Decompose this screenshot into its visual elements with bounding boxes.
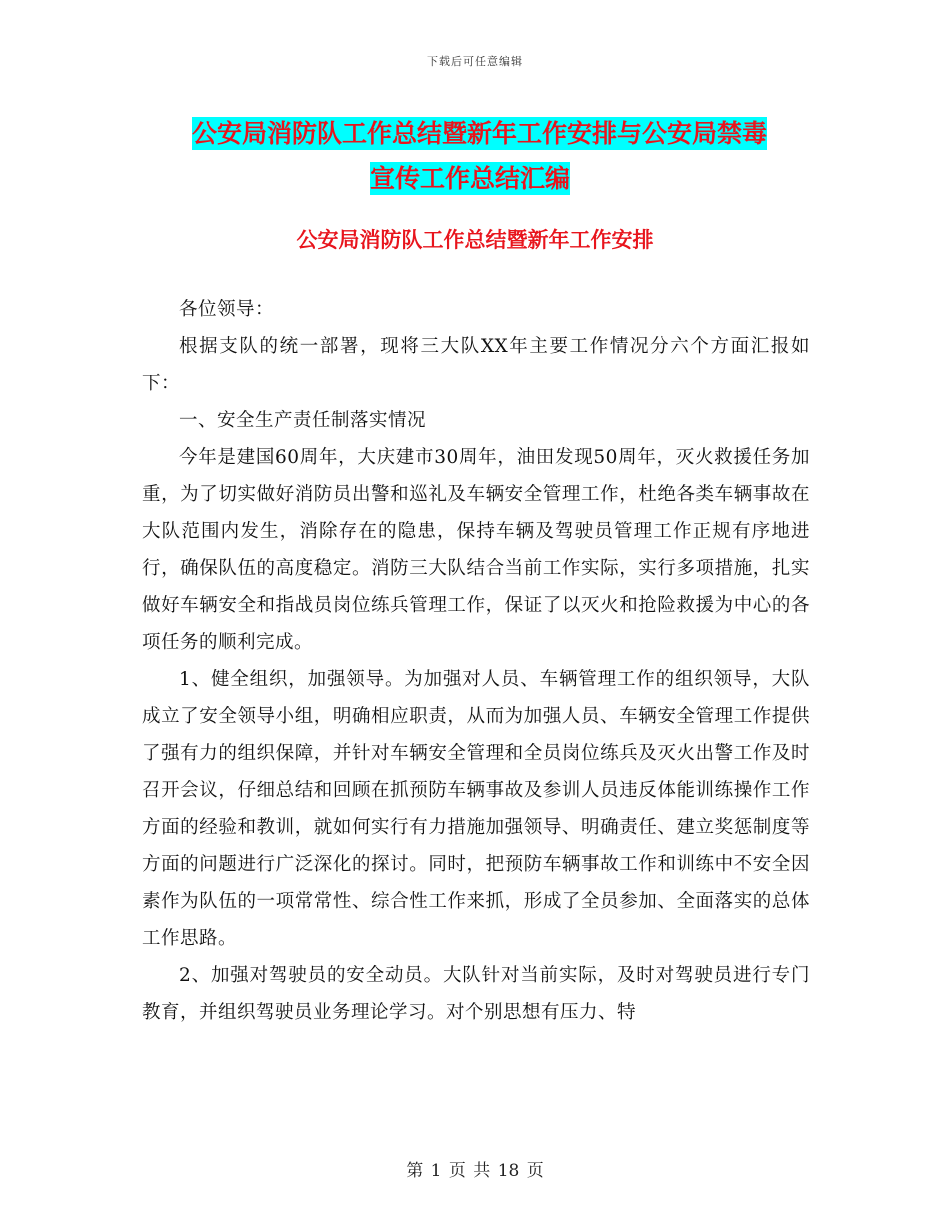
- paragraph-item-2: 2、加强对驾驶员的安全动员。大队针对当前实际，及时对驾驶员进行专门教育，并组织驾驶员业务理论学习。对个别思想有压力、特: [142, 965, 810, 1023]
- paragraph-heading-1: 一、安全生产责任制落实情况: [179, 410, 427, 431]
- document-title: [192, 111, 812, 201]
- paragraph-overview: 今年是建国60周年，大庆建市30周年，油田发现50周年，灭火救援任务加重，为了切实做好消防员出警和巡礼及车辆安全管理工作，杜绝各类车辆事故在大队范围内发生，消除存在的隐患，保持车辆及驾驶员管理工作正规有序地进行，确保队伍的高度稳定。消防三大队结合当前工作实际，实行多项措施，扎实做好车辆安全和指战员岗位练兵管理工作，保证了以灭火和抢险救援为中心的各项任务的顺利完成。: [142, 447, 810, 653]
- page-footer: 第 1 页 共 18 页: [406, 1161, 544, 1181]
- document-title-line-1: 公安局消防队工作总结暨新年工作安排与公安局禁毒: [192, 119, 768, 148]
- section-title: 公安局消防队工作总结暨新年工作安排: [296, 228, 654, 252]
- body-text: [142, 291, 810, 1031]
- header-note: 下载后可任意编辑: [427, 55, 523, 68]
- paragraph-item-1: 1、健全组织，加强领导。为加强对人员、车辆管理工作的组织领导，大队成立了安全领导小组，明确相应职责，从而为加强人员、车辆安全管理工作提供了强有力的组织保障，并针对车辆安全管理和全员岗位练兵及灭火出警工作及时召开会议，仔细总结和回顾在抓预防车辆事故及参训人员违反体能训练操作工作方面的经验和教训，就如何实行有力措施加强领导、明确责任、建立奖惩制度等方面的问题进行广泛深化的探讨。同时，把预防车辆事故工作和训练中不安全因素作为队伍的一项常常性、综合性工作来抓，形成了全员参加、全面落实的总体工作思路。: [142, 669, 810, 949]
- paragraph-salutation: 各位领导：: [179, 299, 275, 320]
- document-title-line-2: 宣传工作总结汇编: [370, 164, 571, 193]
- paragraph-intro: 根据支队的统一部署，现将三大队XX年主要工作情况分六个方面汇报如下：: [142, 336, 810, 394]
